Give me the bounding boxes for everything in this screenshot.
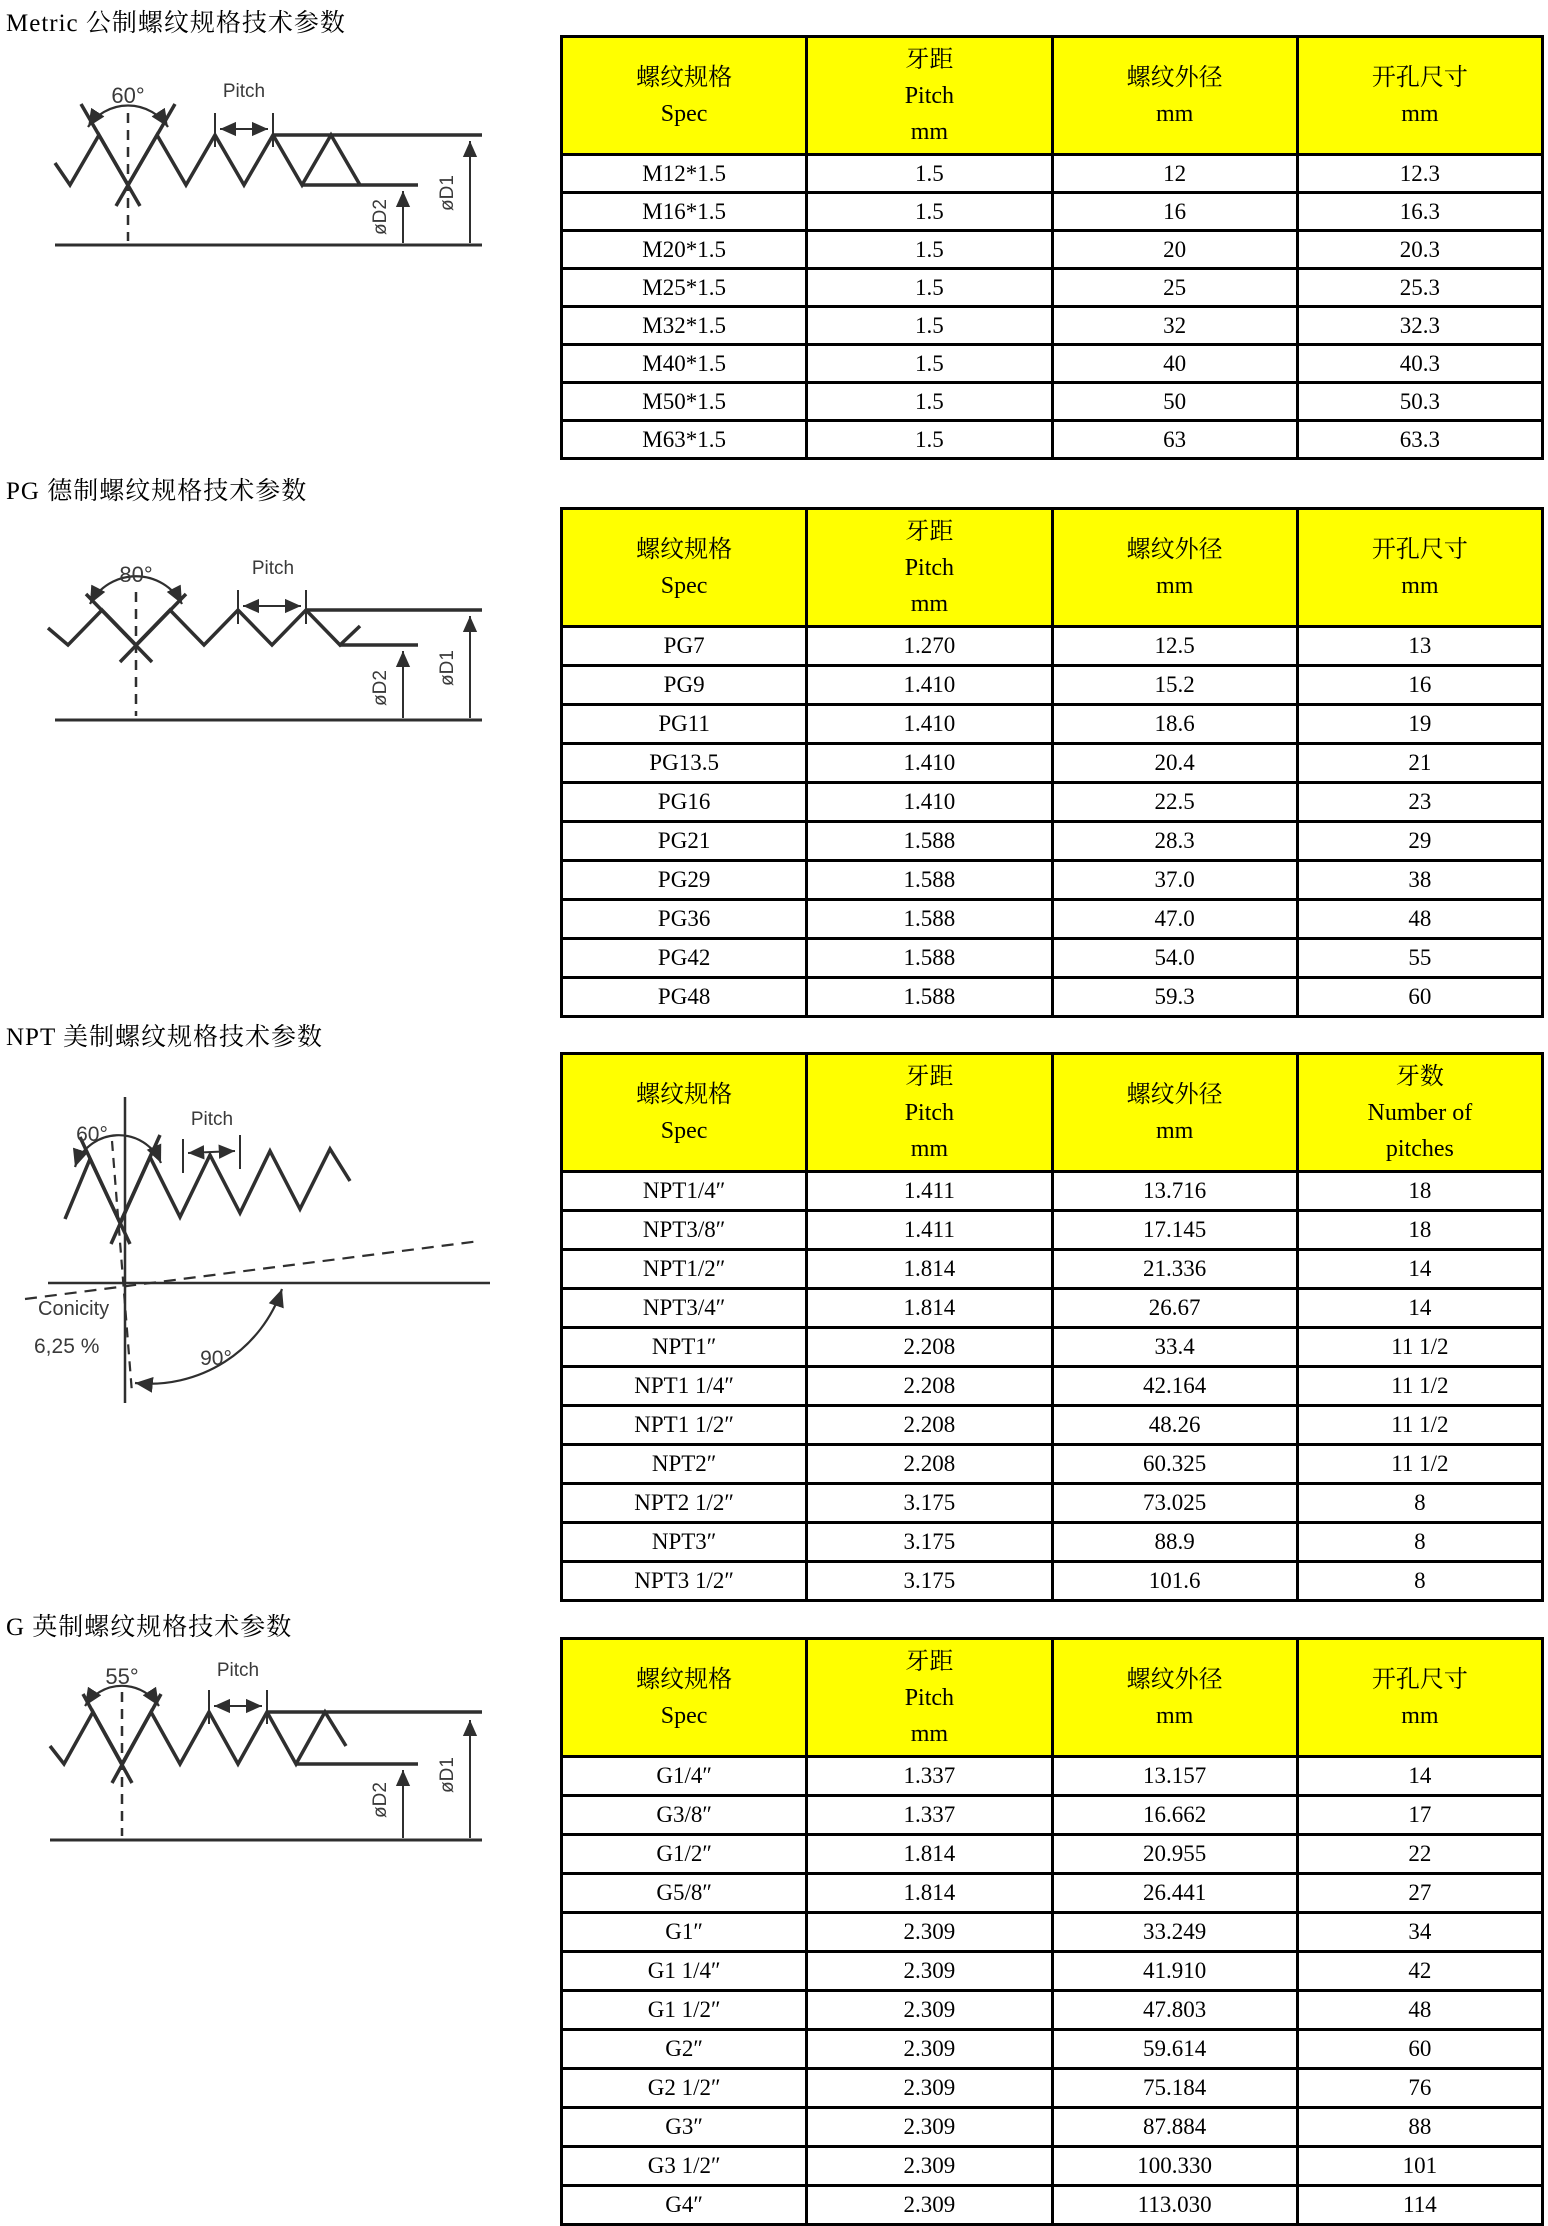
table-row xyxy=(562,666,1543,705)
cell: 2.208 xyxy=(807,1445,1052,1484)
cell: G2 1/2″ xyxy=(562,2069,807,2108)
table-row xyxy=(562,1406,1543,1445)
angle-label: 80° xyxy=(119,562,153,587)
d1-label: øD1 xyxy=(437,1757,458,1793)
angle-label: 60° xyxy=(111,83,145,108)
table-row xyxy=(562,822,1543,861)
cell: 50.3 xyxy=(1297,383,1542,421)
metric-spec-table xyxy=(560,35,1544,460)
pitch-arrow xyxy=(188,1151,235,1153)
cell: G4″ xyxy=(562,2186,807,2225)
g-thread-diagram xyxy=(30,1650,540,1865)
cell: 28.3 xyxy=(1052,822,1297,861)
pitch-label: Pitch xyxy=(216,1660,260,1681)
column-header: 牙数 Number of pitches xyxy=(1297,1054,1542,1172)
cell: NPT2 1/2″ xyxy=(562,1484,807,1523)
table-row xyxy=(562,155,1543,193)
cell: 13.716 xyxy=(1052,1172,1297,1211)
cell: M50*1.5 xyxy=(562,383,807,421)
table-row xyxy=(562,1835,1543,1874)
cell: 59.614 xyxy=(1052,2030,1297,2069)
column-header: 开孔尺寸 mm xyxy=(1297,37,1542,155)
table-row xyxy=(562,1367,1543,1406)
table-row xyxy=(562,1289,1543,1328)
cell: 2.309 xyxy=(807,2186,1052,2225)
cell: 63.3 xyxy=(1297,421,1542,459)
cell: 16 xyxy=(1052,193,1297,231)
section-title-pg: PG 德制螺纹规格技术参数 xyxy=(6,478,308,505)
angle-label: 60° xyxy=(76,1123,108,1146)
column-header: 螺纹规格 Spec xyxy=(562,1639,807,1757)
cell: 2.309 xyxy=(807,2147,1052,2186)
cell: 48.26 xyxy=(1052,1406,1297,1445)
table-row xyxy=(562,744,1543,783)
cell: 88.9 xyxy=(1052,1523,1297,1562)
cell: 76 xyxy=(1297,2069,1542,2108)
table-row xyxy=(562,1211,1543,1250)
cell: NPT1″ xyxy=(562,1328,807,1367)
table-row xyxy=(562,861,1543,900)
npt-spec-table xyxy=(560,1052,1544,1602)
table-row xyxy=(562,345,1543,383)
cell: 75.184 xyxy=(1052,2069,1297,2108)
cell: 20.3 xyxy=(1297,231,1542,269)
cell: 38 xyxy=(1297,861,1542,900)
table-row xyxy=(562,2147,1543,2186)
cell: 113.030 xyxy=(1052,2186,1297,2225)
table-row xyxy=(562,421,1543,459)
cell: 1.5 xyxy=(807,307,1052,345)
d2-label: øD2 xyxy=(370,199,391,235)
d2-label: øD2 xyxy=(370,1782,391,1818)
cell: 42 xyxy=(1297,1952,1542,1991)
cell: 29 xyxy=(1297,822,1542,861)
table-row xyxy=(562,193,1543,231)
cell: 1.5 xyxy=(807,269,1052,307)
cell: 32.3 xyxy=(1297,307,1542,345)
cell: 16 xyxy=(1297,666,1542,705)
cell: 2.208 xyxy=(807,1406,1052,1445)
cell: 2.309 xyxy=(807,2108,1052,2147)
cell: 14 xyxy=(1297,1250,1542,1289)
cell: 1.410 xyxy=(807,744,1052,783)
cell: 1.410 xyxy=(807,666,1052,705)
section-title-g: G 英制螺纹规格技术参数 xyxy=(6,1614,293,1641)
cell: 1.814 xyxy=(807,1874,1052,1913)
cell: 101 xyxy=(1297,2147,1542,2186)
cell: 2.309 xyxy=(807,1952,1052,1991)
cell: 48 xyxy=(1297,1991,1542,2030)
column-header: 螺纹外径 mm xyxy=(1052,1639,1297,1757)
table-row xyxy=(562,1874,1543,1913)
cell: 21.336 xyxy=(1052,1250,1297,1289)
cell: 16.662 xyxy=(1052,1796,1297,1835)
pitch-label: Pitch xyxy=(190,1109,234,1130)
column-header: 螺纹外径 mm xyxy=(1052,37,1297,155)
cell: 2.309 xyxy=(807,2069,1052,2108)
cell: 33.4 xyxy=(1052,1328,1297,1367)
cell: 16.3 xyxy=(1297,193,1542,231)
pitch-label: Pitch xyxy=(251,558,295,579)
cell: 1.588 xyxy=(807,861,1052,900)
table-row xyxy=(562,978,1543,1017)
cell: M12*1.5 xyxy=(562,155,807,193)
header-row xyxy=(562,37,1543,155)
cell: 22 xyxy=(1297,1835,1542,1874)
cell: 1.5 xyxy=(807,231,1052,269)
cell: M16*1.5 xyxy=(562,193,807,231)
cell: 14 xyxy=(1297,1757,1542,1796)
cell: 8 xyxy=(1297,1562,1542,1601)
cell: 59.3 xyxy=(1052,978,1297,1017)
cell: PG42 xyxy=(562,939,807,978)
conicity-dashed-line xyxy=(25,1241,480,1299)
cell: 40.3 xyxy=(1297,345,1542,383)
cell: 1.588 xyxy=(807,939,1052,978)
cell: M32*1.5 xyxy=(562,307,807,345)
cell: PG21 xyxy=(562,822,807,861)
cell: 22.5 xyxy=(1052,783,1297,822)
cell: 1.588 xyxy=(807,822,1052,861)
table-row xyxy=(562,1328,1543,1367)
cell: 8 xyxy=(1297,1484,1542,1523)
table-row xyxy=(562,1796,1543,1835)
table-row xyxy=(562,783,1543,822)
cell: 12.5 xyxy=(1052,627,1297,666)
cell: NPT1 1/2″ xyxy=(562,1406,807,1445)
cell: 1.5 xyxy=(807,383,1052,421)
column-header: 螺纹规格 Spec xyxy=(562,509,807,627)
cell: PG13.5 xyxy=(562,744,807,783)
table-row xyxy=(562,269,1543,307)
cell: PG48 xyxy=(562,978,807,1017)
table-row xyxy=(562,1562,1543,1601)
angle-label: 55° xyxy=(105,1664,139,1689)
pg-spec-table xyxy=(560,507,1544,1018)
cell: 114 xyxy=(1297,2186,1542,2225)
table-row xyxy=(562,1172,1543,1211)
table-row xyxy=(562,900,1543,939)
cell: 17.145 xyxy=(1052,1211,1297,1250)
conicity-label: Conicity xyxy=(38,1298,110,1320)
cell: 88 xyxy=(1297,2108,1542,2147)
column-header: 牙距 Pitch mm xyxy=(807,1639,1052,1757)
taper-axis-dashed xyxy=(112,1141,132,1393)
table-row xyxy=(562,2186,1543,2225)
cell: 41.910 xyxy=(1052,1952,1297,1991)
cell: G3 1/2″ xyxy=(562,2147,807,2186)
cell: M63*1.5 xyxy=(562,421,807,459)
cell: 20.955 xyxy=(1052,1835,1297,1874)
cell: 11 1/2 xyxy=(1297,1406,1542,1445)
table-row xyxy=(562,1445,1543,1484)
cell: PG7 xyxy=(562,627,807,666)
cell: NPT3/8″ xyxy=(562,1211,807,1250)
table-row xyxy=(562,1484,1543,1523)
cell: 1.411 xyxy=(807,1211,1052,1250)
cell: 1.337 xyxy=(807,1796,1052,1835)
cell: 37.0 xyxy=(1052,861,1297,900)
table-row xyxy=(562,2069,1543,2108)
cell: 73.025 xyxy=(1052,1484,1297,1523)
cell: NPT3 1/2″ xyxy=(562,1562,807,1601)
d1-label: øD1 xyxy=(437,175,458,211)
cell: 21 xyxy=(1297,744,1542,783)
column-header: 开孔尺寸 mm xyxy=(1297,1639,1542,1757)
cell: PG9 xyxy=(562,666,807,705)
column-header: 牙距 Pitch mm xyxy=(807,37,1052,155)
cell: 23 xyxy=(1297,783,1542,822)
cell: 12 xyxy=(1052,155,1297,193)
table-row xyxy=(562,231,1543,269)
d1-label: øD1 xyxy=(437,650,458,686)
cell: 26.67 xyxy=(1052,1289,1297,1328)
cell: 2.309 xyxy=(807,1913,1052,1952)
cell: G3″ xyxy=(562,2108,807,2147)
column-header: 螺纹外径 mm xyxy=(1052,509,1297,627)
cell: 32 xyxy=(1052,307,1297,345)
table-row xyxy=(562,307,1543,345)
cell: G1″ xyxy=(562,1913,807,1952)
cell: 11 1/2 xyxy=(1297,1367,1542,1406)
cell: 55 xyxy=(1297,939,1542,978)
section-title-metric: Metric 公制螺纹规格技术参数 xyxy=(6,10,346,37)
cell: G1 1/2″ xyxy=(562,1991,807,2030)
cell: 100.330 xyxy=(1052,2147,1297,2186)
table-row xyxy=(562,1913,1543,1952)
cell: 1.410 xyxy=(807,705,1052,744)
table-row xyxy=(562,383,1543,421)
cell: G2″ xyxy=(562,2030,807,2069)
cell: 42.164 xyxy=(1052,1367,1297,1406)
cell: 8 xyxy=(1297,1523,1542,1562)
pitch-label: Pitch xyxy=(222,81,266,102)
cell: 3.175 xyxy=(807,1523,1052,1562)
cell: M40*1.5 xyxy=(562,345,807,383)
cell: 11 1/2 xyxy=(1297,1445,1542,1484)
cell: 13.157 xyxy=(1052,1757,1297,1796)
cell: 15.2 xyxy=(1052,666,1297,705)
cell: NPT1/4″ xyxy=(562,1172,807,1211)
table-row xyxy=(562,939,1543,978)
table-row xyxy=(562,627,1543,666)
cell: 1.5 xyxy=(807,421,1052,459)
cell: 3.175 xyxy=(807,1562,1052,1601)
cell: 2.309 xyxy=(807,1991,1052,2030)
cell: NPT1 1/4″ xyxy=(562,1367,807,1406)
cell: 1.411 xyxy=(807,1172,1052,1211)
cell: PG11 xyxy=(562,705,807,744)
cell: 33.249 xyxy=(1052,1913,1297,1952)
cell: NPT1/2″ xyxy=(562,1250,807,1289)
cell: 1.5 xyxy=(807,155,1052,193)
cell: 25 xyxy=(1052,269,1297,307)
cell: 54.0 xyxy=(1052,939,1297,978)
cell: 60.325 xyxy=(1052,1445,1297,1484)
cell: M25*1.5 xyxy=(562,269,807,307)
cell: 47.803 xyxy=(1052,1991,1297,2030)
cell: 1.588 xyxy=(807,900,1052,939)
table-row xyxy=(562,705,1543,744)
cell: 1.814 xyxy=(807,1289,1052,1328)
pg-thread-diagram xyxy=(30,548,540,748)
section-title-npt: NPT 美制螺纹规格技术参数 xyxy=(6,1024,324,1051)
cell: 17 xyxy=(1297,1796,1542,1835)
cell: PG16 xyxy=(562,783,807,822)
cell: 13 xyxy=(1297,627,1542,666)
table-row xyxy=(562,1250,1543,1289)
conicity-value: 6,25 % xyxy=(34,1335,100,1358)
table-row xyxy=(562,1757,1543,1796)
cell: 48 xyxy=(1297,900,1542,939)
cell: 18 xyxy=(1297,1172,1542,1211)
cell: 40 xyxy=(1052,345,1297,383)
cell: NPT3/4″ xyxy=(562,1289,807,1328)
cell: 1.337 xyxy=(807,1757,1052,1796)
cell: G3/8″ xyxy=(562,1796,807,1835)
column-header: 牙距 Pitch mm xyxy=(807,1054,1052,1172)
cell: 26.441 xyxy=(1052,1874,1297,1913)
column-header: 螺纹规格 Spec xyxy=(562,37,807,155)
cell: 12.3 xyxy=(1297,155,1542,193)
cell: 47.0 xyxy=(1052,900,1297,939)
column-header: 牙距 Pitch mm xyxy=(807,509,1052,627)
cell: 18.6 xyxy=(1052,705,1297,744)
cell: PG36 xyxy=(562,900,807,939)
header-row xyxy=(562,1639,1543,1757)
cell: 60 xyxy=(1297,2030,1542,2069)
cell: 27 xyxy=(1297,1874,1542,1913)
cell: 14 xyxy=(1297,1289,1542,1328)
cell: 2.208 xyxy=(807,1367,1052,1406)
g-spec-table xyxy=(560,1637,1544,2226)
cell: 87.884 xyxy=(1052,2108,1297,2147)
metric-thread-diagram xyxy=(30,55,540,305)
cell: 2.208 xyxy=(807,1328,1052,1367)
cell: 18 xyxy=(1297,1211,1542,1250)
npt-thread-diagram xyxy=(20,1085,550,1415)
cell: PG29 xyxy=(562,861,807,900)
cell: 60 xyxy=(1297,978,1542,1017)
cell: NPT2″ xyxy=(562,1445,807,1484)
cell: G1/2″ xyxy=(562,1835,807,1874)
cell: 34 xyxy=(1297,1913,1542,1952)
cell: 1.410 xyxy=(807,783,1052,822)
cell: NPT3″ xyxy=(562,1523,807,1562)
cell: 20.4 xyxy=(1052,744,1297,783)
cell: 25.3 xyxy=(1297,269,1542,307)
d2-label: øD2 xyxy=(370,670,391,706)
cell: 1.814 xyxy=(807,1250,1052,1289)
table-row xyxy=(562,2108,1543,2147)
cell: 1.5 xyxy=(807,193,1052,231)
column-header: 螺纹规格 Spec xyxy=(562,1054,807,1172)
cell: G1/4″ xyxy=(562,1757,807,1796)
cell: 3.175 xyxy=(807,1484,1052,1523)
cell: 20 xyxy=(1052,231,1297,269)
column-header: 开孔尺寸 mm xyxy=(1297,509,1542,627)
column-header: 螺纹外径 mm xyxy=(1052,1054,1297,1172)
cell: 1.270 xyxy=(807,627,1052,666)
cell: 11 1/2 xyxy=(1297,1328,1542,1367)
table-row xyxy=(562,1952,1543,1991)
cell: 19 xyxy=(1297,705,1542,744)
table-row xyxy=(562,1523,1543,1562)
table-row xyxy=(562,2030,1543,2069)
cell: 63 xyxy=(1052,421,1297,459)
cell: G5/8″ xyxy=(562,1874,807,1913)
cell: 2.309 xyxy=(807,2030,1052,2069)
header-row xyxy=(562,1054,1543,1172)
header-row xyxy=(562,509,1543,627)
cell: M20*1.5 xyxy=(562,231,807,269)
cell: 101.6 xyxy=(1052,1562,1297,1601)
cell: 1.5 xyxy=(807,345,1052,383)
cell: 1.588 xyxy=(807,978,1052,1017)
right-angle-label: 90° xyxy=(200,1347,232,1370)
cell: G1 1/4″ xyxy=(562,1952,807,1991)
cell: 1.814 xyxy=(807,1835,1052,1874)
table-row xyxy=(562,1991,1543,2030)
cell: 50 xyxy=(1052,383,1297,421)
